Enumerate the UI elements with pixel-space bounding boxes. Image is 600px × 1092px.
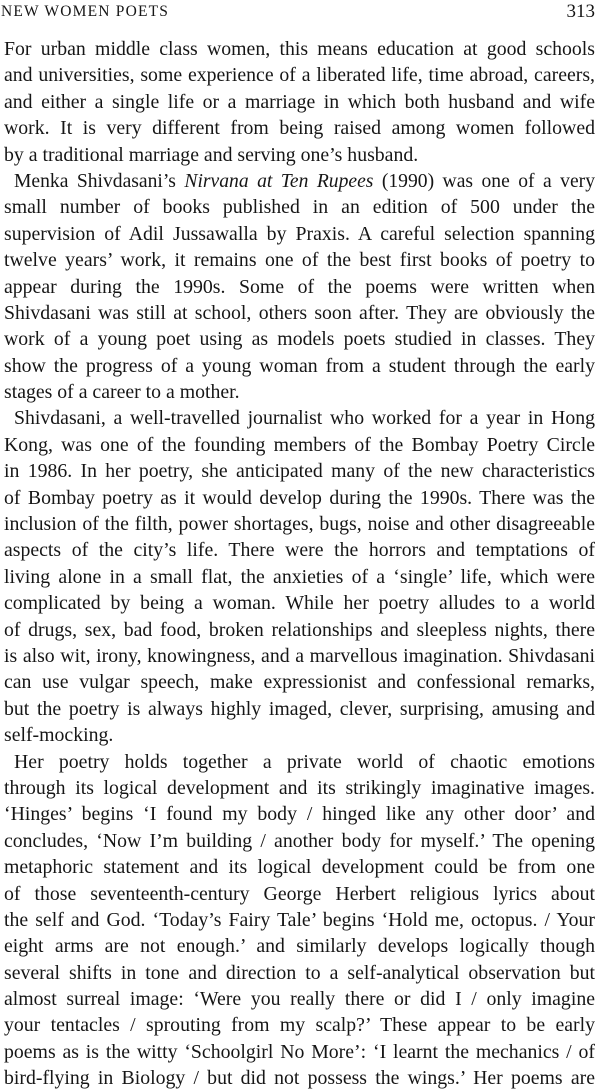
text-line — [4, 854, 595, 880]
text-line — [4, 1065, 595, 1091]
text-segment: appear during the 1990s. Some of the poems were written when — [4, 275, 595, 298]
text-line — [4, 458, 595, 484]
text-line — [4, 36, 595, 62]
text-line — [4, 643, 595, 669]
text-line — [4, 379, 595, 405]
text-line — [4, 907, 595, 933]
text-segment: aspects of the city’s life. There were the horrors and temptations of — [4, 539, 595, 562]
text-line — [4, 1012, 595, 1038]
text-line — [4, 590, 595, 616]
text-line — [4, 89, 595, 115]
text-segment: by a traditional marriage and serving one’s husband. — [4, 143, 419, 166]
text-line — [4, 432, 595, 458]
text-segment: but the poetry is always highly imaged, clever, surprising, amusing and — [4, 697, 595, 720]
text-segment: concludes, ‘Now I’m building / another body for myself.’ The opening — [4, 829, 595, 852]
text-segment: Menka Shivdasani’s — [14, 170, 185, 192]
text-segment: work of a young poet using as models poets studied in classes. They — [4, 328, 595, 351]
text-segment: self-mocking. — [4, 724, 114, 747]
text-segment: and universities, some experience of a liberated life, time abroad, careers, — [4, 64, 595, 87]
text-segment: and either a single life or a marriage in which both husband and wife — [4, 90, 595, 113]
text-line — [4, 933, 595, 959]
text-segment: small number of books published in an edition of 500 under the — [4, 196, 595, 219]
text-segment: through its logical development and its strikingly imaginative images. — [4, 776, 595, 799]
text-segment: Shivdasani was still at school, others soon after. They are obviously the — [4, 301, 595, 324]
text-segment: supervision of Adil Jussawalla by Praxis. A careful selection spanning — [4, 222, 595, 245]
text-segment: is also wit, irony, knowingness, and a marvellous imagination. Shivdasani — [4, 644, 595, 667]
text-line — [4, 326, 595, 352]
text-line — [4, 564, 595, 590]
page-number: 313 — [566, 1, 595, 22]
text-segment: inclusion of the filth, power shortages, bugs, noise and other disagreeable — [4, 513, 595, 536]
text-line — [4, 300, 595, 326]
text-line — [4, 749, 595, 775]
text-segment: For urban middle class women, this means education at good schools — [4, 38, 595, 60]
text-segment: stages of a career to a mother. — [4, 381, 240, 404]
text-line — [4, 801, 595, 827]
text-line — [4, 960, 595, 986]
text-line — [4, 669, 595, 695]
text-segment: of Bombay poetry as it would develop during the 1990s. There was the — [4, 486, 595, 509]
text-line — [4, 247, 595, 273]
text-line — [4, 405, 595, 431]
text-line — [4, 194, 595, 220]
text-line — [4, 722, 595, 748]
text-line — [4, 696, 595, 722]
text-segment: of those seventeenth-century George Herbert religious lyrics about — [4, 882, 595, 905]
text-line — [4, 1039, 595, 1065]
body-text — [4, 36, 595, 1090]
text-line — [4, 511, 595, 537]
text-segment: poems as is the witty ‘Schoolgirl No More’: ‘I learnt the mechanics / of — [4, 1040, 595, 1063]
text-line — [4, 62, 595, 88]
text-segment: metaphoric statement and its logical development could be from one — [4, 856, 595, 879]
text-line — [4, 986, 595, 1012]
text-segment: of drugs, sex, bad food, broken relationships and sleepless nights, there — [4, 618, 595, 641]
book-title-italic: Nirvana at Ten Rupees — [184, 170, 374, 192]
text-line — [4, 828, 595, 854]
text-line — [4, 221, 595, 247]
text-segment: work. It is very different from being raised among women followed — [4, 117, 595, 140]
text-line — [4, 485, 595, 511]
text-segment: twelve years’ work, it remains one of the best first books of poetry to — [4, 249, 595, 272]
text-segment: your tentacles / sprouting from my scalp?’ These appear to be early — [4, 1014, 595, 1037]
text-segment: living alone in a small flat, the anxieties of a ‘single’ life, which were — [4, 565, 595, 588]
text-segment: can use vulgar speech, make expressionist and confessional remarks, — [4, 671, 595, 694]
text-segment: show the progress of a young woman from a student through the early — [4, 354, 595, 377]
text-line — [4, 168, 595, 194]
text-segment: several shifts in tone and direction to a self-analytical observation but — [4, 961, 595, 984]
text-segment: Shivdasani, a well-travelled journalist who worked for a year in Hong — [14, 407, 595, 430]
text-line — [4, 881, 595, 907]
text-line — [4, 274, 595, 300]
text-segment: almost surreal image: ‘Were you really there or did I / only imagine — [4, 988, 595, 1011]
running-header-title: NEW WOMEN POETS — [1, 3, 170, 20]
text-segment: Kong, was one of the founding members of the Bombay Poetry Circle — [4, 433, 595, 456]
text-segment: (1990) was one of a very — [373, 170, 595, 192]
text-segment: Her poetry holds together a private world of chaotic emotions — [14, 750, 595, 773]
text-line — [4, 537, 595, 563]
text-segment: bird-flying in Biology / but did not possess the wings.’ Her poems are — [4, 1067, 595, 1090]
text-line — [4, 617, 595, 643]
text-line — [4, 353, 595, 379]
running-header — [1, 2, 595, 28]
text-segment: in 1986. In her poetry, she anticipated many of the new characteristics — [4, 460, 595, 483]
text-segment: complicated by being a woman. While her poetry alludes to a world — [4, 592, 595, 615]
text-line — [4, 115, 595, 141]
text-segment: the self and God. ‘Today’s Fairy Tale’ begins ‘Hold me, octopus. / Your — [4, 908, 595, 931]
text-line — [4, 775, 595, 801]
text-line — [4, 142, 595, 168]
text-segment: eight arms are not enough.’ and similarly develops logically though — [4, 935, 595, 958]
text-segment: ‘Hinges’ begins ‘I found my body / hinged like any other door’ and — [4, 803, 595, 826]
